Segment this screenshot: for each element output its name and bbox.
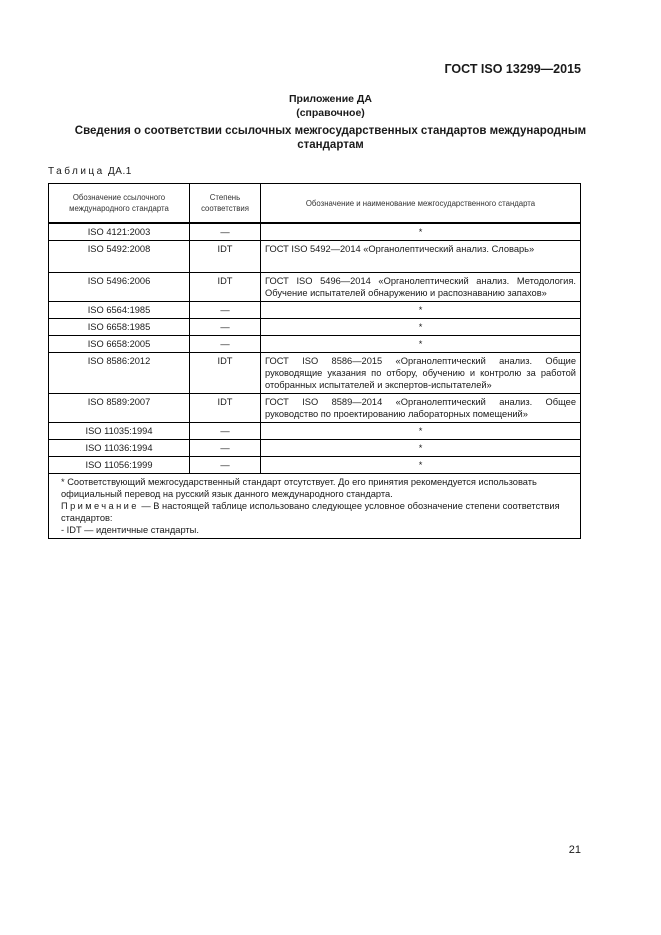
cell-reference: ISO 4121:2003 [49, 223, 190, 241]
column-header-reference: Обозначение ссылочного международного стандарта [49, 184, 190, 224]
cell-degree: IDT [190, 394, 261, 423]
cell-national: ГОСТ ISO 5492—2014 «Органолептический анализ. Словарь» [261, 241, 581, 273]
cell-national: ГОСТ ISO 8586—2015 «Органолептический анализ. Общие руководящие указания по отбору, обучению и контролю за работой отобранных испытателей и экспертов-испытателей» [261, 353, 581, 394]
note [53, 500, 576, 524]
cell-reference: ISO 8586:2012 [49, 353, 190, 394]
document-code: ГОСТ ISO 13299—2015 [444, 62, 581, 76]
cell-national: ГОСТ ISO 5496—2014 «Органолептический анализ. Методология. Обучение испытателей обнаружению и распознаванию запахов» [261, 273, 581, 302]
cell-degree: — [190, 457, 261, 474]
table-row [49, 457, 581, 474]
cell-reference: ISO 6658:2005 [49, 336, 190, 353]
cell-reference: ISO 5496:2006 [49, 273, 190, 302]
column-header-national: Обозначение и наименование межгосударственного стандарта [261, 184, 581, 224]
annex-subtitle: (справочное) [296, 107, 365, 119]
cell-reference: ISO 11035:1994 [49, 423, 190, 440]
cell-reference: ISO 6658:1985 [49, 319, 190, 336]
annex-heading [0, 92, 661, 120]
table-row [49, 273, 581, 302]
column-header-degree: Степень соответствия [190, 184, 261, 224]
table-row [49, 319, 581, 336]
cell-degree: IDT [190, 241, 261, 273]
cell-national: * [261, 302, 581, 319]
cell-reference: ISO 8589:2007 [49, 394, 190, 423]
cell-degree: — [190, 440, 261, 457]
table-row [49, 241, 581, 273]
cell-degree: IDT [190, 353, 261, 394]
cell-degree: IDT [190, 273, 261, 302]
cell-national: * [261, 223, 581, 241]
cell-degree: — [190, 319, 261, 336]
annex-title: Приложение ДА [289, 93, 372, 105]
table-caption [48, 166, 132, 177]
legend: - IDT — идентичные стандарты. [61, 525, 199, 535]
cell-national: * [261, 423, 581, 440]
note-text: — В настоящей таблице использовано следующее условное обозначение степени соответствия стандартов: [61, 501, 560, 523]
section-title: Сведения о соответствии ссылочных межгосударственных стандартов международным стандартам [74, 125, 587, 151]
note-label: Примечание [61, 501, 139, 511]
correspondence-table [48, 183, 581, 539]
cell-degree: — [190, 223, 261, 241]
footnote: * Соответствующий межгосударственный стандарт отсутствует. До его принятия рекомендуется использовать официальный перевод на русский язык данного международного стандарта. [61, 477, 537, 499]
table-row [49, 423, 581, 440]
cell-reference: ISO 6564:1985 [49, 302, 190, 319]
cell-national: * [261, 440, 581, 457]
page-number: 21 [568, 844, 581, 856]
cell-national: * [261, 319, 581, 336]
cell-national: * [261, 457, 581, 474]
cell-reference: ISO 11056:1999 [49, 457, 190, 474]
cell-national: * [261, 336, 581, 353]
cell-national: ГОСТ ISO 8589—2014 «Органолептический анализ. Общее руководство по проектированию лабораторных помещений» [261, 394, 581, 423]
cell-degree: — [190, 423, 261, 440]
table-row [49, 394, 581, 423]
table-row [49, 223, 581, 241]
cell-reference: ISO 11036:1994 [49, 440, 190, 457]
table-caption-word: Таблица [48, 166, 105, 177]
cell-degree: — [190, 302, 261, 319]
table-notes-row [49, 474, 581, 539]
table-notes [49, 474, 581, 539]
table-row [49, 440, 581, 457]
cell-degree: — [190, 336, 261, 353]
table-row [49, 336, 581, 353]
table-row [49, 302, 581, 319]
table-header-row [49, 184, 581, 224]
cell-reference: ISO 5492:2008 [49, 241, 190, 273]
table-caption-id: ДА.1 [108, 166, 132, 177]
table-row [49, 353, 581, 394]
